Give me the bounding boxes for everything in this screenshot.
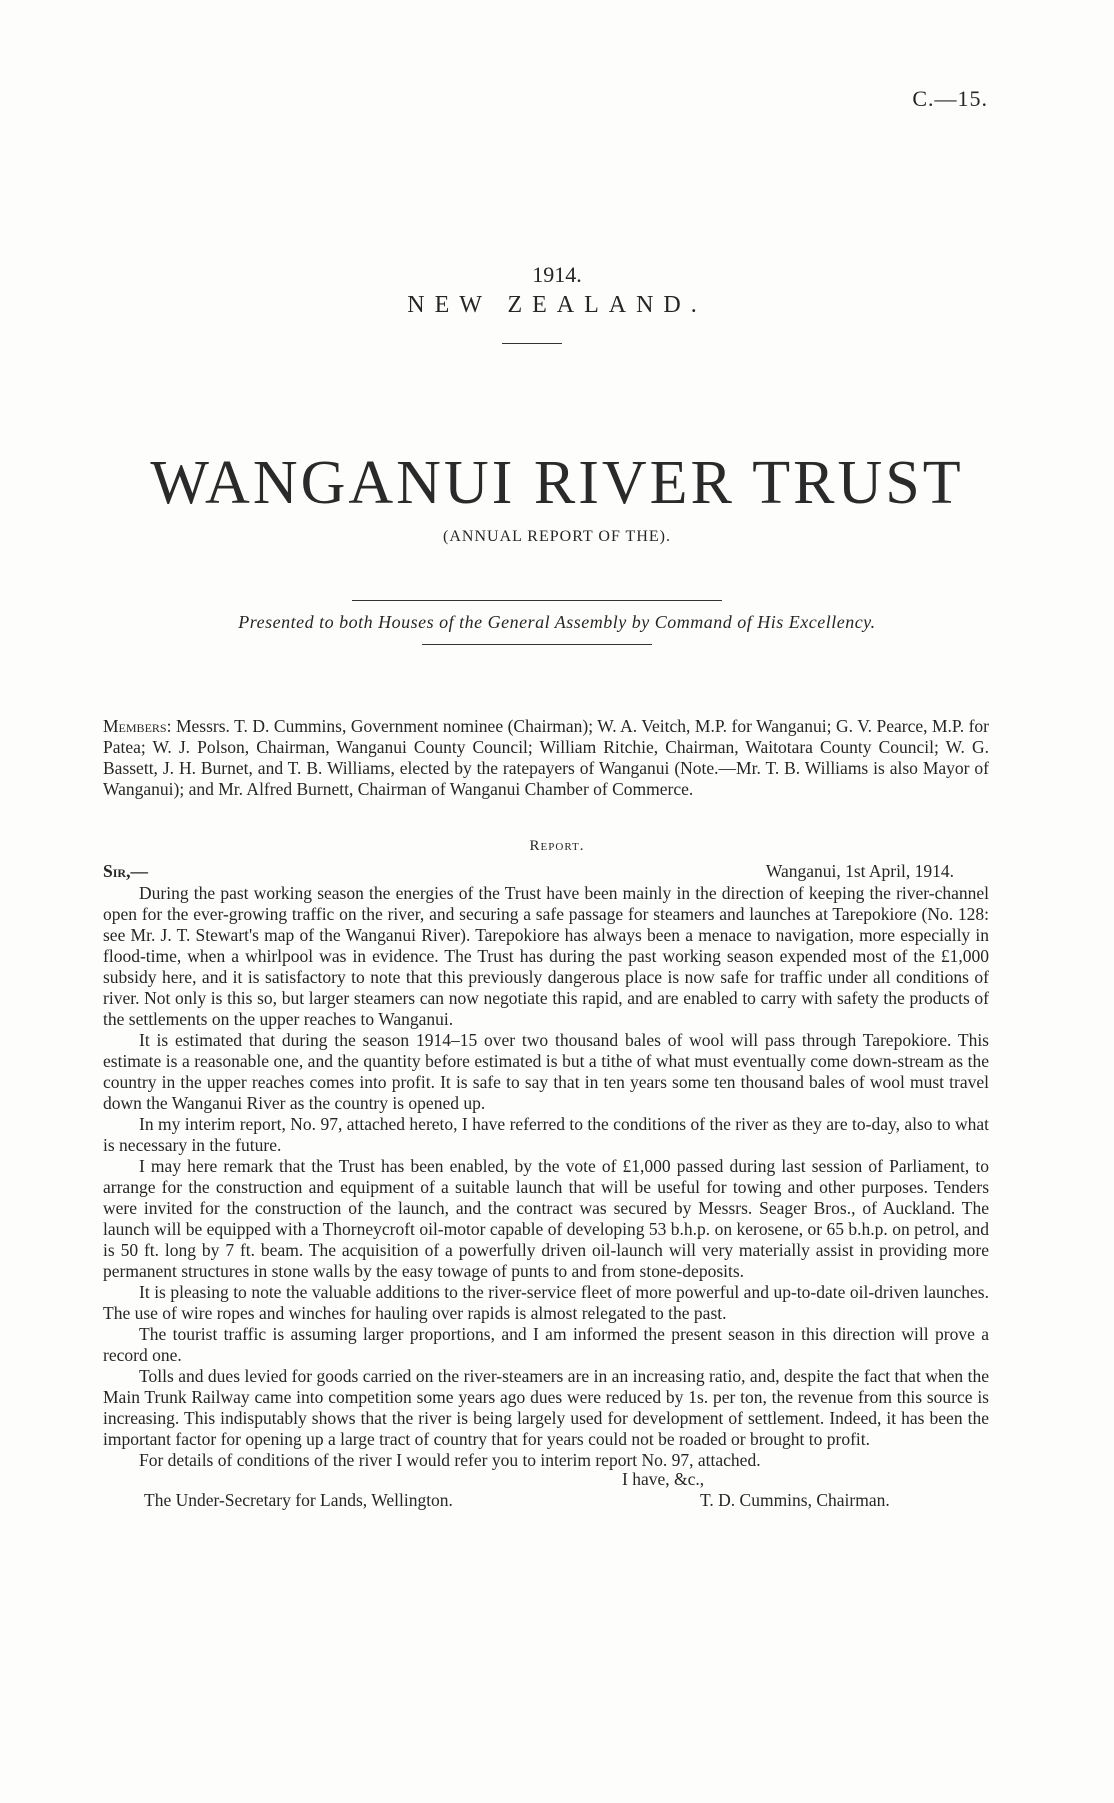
document-subtitle: (ANNUAL REPORT OF THE). [443, 528, 671, 545]
members-paragraph [103, 716, 989, 800]
paragraph: For details of conditions of the river I would refer you to interim report No. 97, attached. [139, 1450, 761, 1470]
presented-line: Presented to both Houses of the General Assembly by Command of His Excellency. [238, 612, 876, 632]
country-heading: NEW ZEALAND. [407, 292, 707, 318]
members-text: Messrs. T. D. Cummins, Government nominee (Chairman); W. A. Veitch, M.P. for Wanganui; G. V. Pearce, M.P. for Patea; W. J. Polson, Chairman, Wanganui County Council; William Ritchie, Chairman, Waitotara County Council; W. G. Bassett, J. H. Burnet, and T. B. Williams, elected by the ratepayers of Wanganui (Note.—Mr. T. B. Williams is also Mayor of Wanganui); and Mr. Alfred Burnett, Chairman of Wanganui Chamber of Commerce. [103, 716, 990, 799]
paragraph: I may here remark that the Trust has been enabled, by the vote of £1,000 passed during last session of Parliament, to arrange for the construction and equipment of a suitable launch that will be useful for towing and other purposes. Tenders were invited for the construction of the launch, and the contract was secured by Messrs. Seager Bros., of Auckland. The launch will be equipped with a Thorneycroft oil-motor capable of developing 53 b.h.p. on kerosene, or 65 b.h.p. on petrol, and is 50 ft. long by 7 ft. beam. The acquisition of a powerfully driven oil-launch will very materially assist in providing more permanent structures in stone walls by the easy towage of punts to and from stone-deposits. [103, 1156, 989, 1281]
sign-off-row [103, 1490, 989, 1511]
paragraph: In my interim report, No. 97, attached hereto, I have referred to the conditions of the river as they are to-day, also to what is necessary in the future. [103, 1114, 989, 1155]
paragraph: The tourist traffic is assuming larger proportions, and I am informed the present season in this direction will prove a record one. [103, 1324, 989, 1365]
recipient: The Under-Secretary for Lands, Wellington. [144, 1490, 453, 1510]
paper-number: C.—15. [912, 86, 988, 111]
divider [352, 600, 722, 601]
place-date: Wanganui, 1st April, 1914. [765, 861, 954, 881]
paragraph: During the past working season the energies of the Trust have been mainly in the direction of keeping the river-channel open for the ever-growing traffic on the river, and securing a safe passage for steamers and launches at Tarepokiore (No. 128: see Mr. J. T. Stewart's map of the Wanganui River). Tarepokiore has always been a menace to navigation, more especially in flood-time, when a whirlpool was in evidence. The Trust has during the past working season expended most of the £1,000 subsidy here, and it is satisfactory to note that this previously dangerous place is now safe for traffic under all conditions of river. Not only is this so, but larger steamers can now negotiate this rapid, and are enabled to carry with safety the products of the settlements on the upper reaches to Wanganui. [103, 883, 989, 1029]
salutation: Sir,— [103, 861, 148, 881]
divider [422, 644, 652, 645]
members-label: Members: [103, 716, 172, 736]
paragraph: It is estimated that during the season 1914–15 over two thousand bales of wool will pass through Tarepokiore. This estimate is a reasonable one, and the quantity before estimated is but a tithe of what must eventually come down-stream as the country in the upper reaches comes into profit. It is safe to say that in ten years some ten thousand bales of wool must travel down the Wanganui River as the country is opened up. [103, 1030, 989, 1113]
divider [502, 343, 562, 344]
document-title: WANGANUI RIVER TRUST [150, 449, 964, 517]
year: 1914. [532, 262, 582, 287]
closing: I have, &c., [622, 1469, 705, 1489]
paragraph: Tolls and dues levied for goods carried on the river-steamers are in an increasing ratio, and, despite the fact that when the Main Trunk Railway came into competition some years ago dues were reduced by 1s. per ton, the revenue from this source is increasing. This indisputably shows that the river is being largely used for development of settlement. Indeed, it has been the important factor for opening up a large tract of country that for years could not be roaded or brought to profit. [103, 1366, 989, 1449]
report-body [103, 883, 989, 1511]
signature: T. D. Cummins, Chairman. [700, 1490, 890, 1510]
report-heading: Report. [529, 838, 585, 854]
paragraph: It is pleasing to note the valuable additions to the river-service fleet of more powerful and up-to-date oil-driven launches. The use of wire ropes and winches for hauling over rapids is almost relegated to the past. [103, 1282, 989, 1323]
